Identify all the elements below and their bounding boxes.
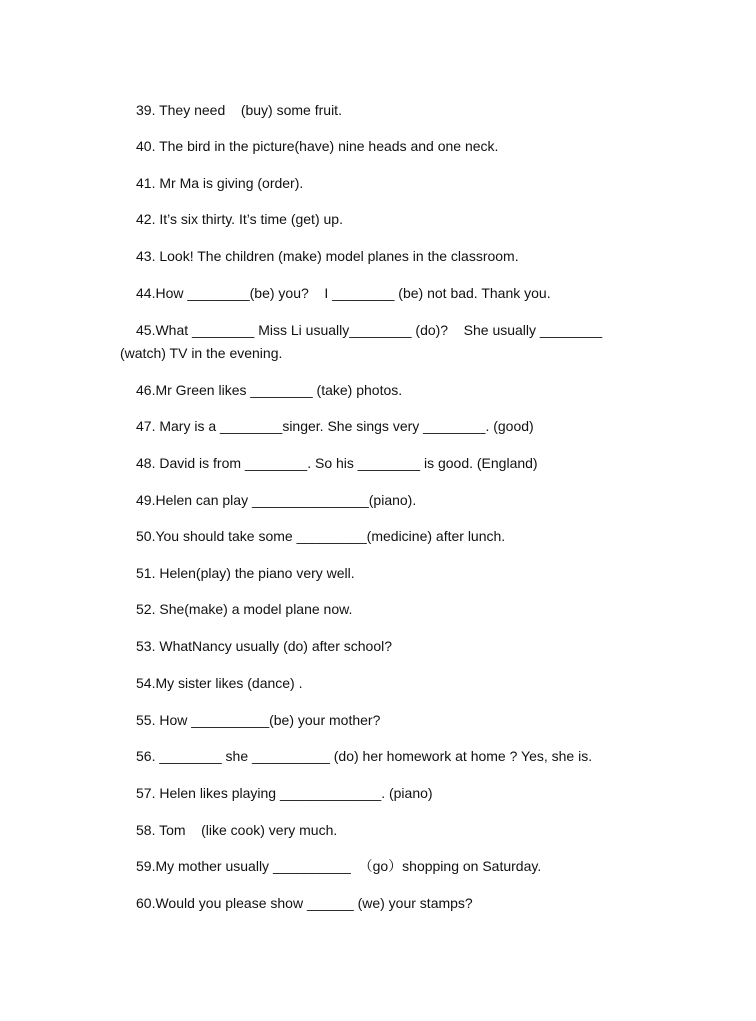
question-46: 46.Mr Green likes ________ (take) photos. <box>136 382 403 398</box>
question-53: 53. WhatNancy usually (do) after school? <box>136 638 393 654</box>
question-58: 58. Tom (like cook) very much. <box>136 822 338 838</box>
question-51: 51. Helen(play) the piano very well. <box>136 565 355 581</box>
question-56: 56. ________ she __________ (do) her homework at home ? Yes, she is. <box>136 748 593 764</box>
question-50: 50.You should take some _________(medicine) after lunch. <box>136 528 506 544</box>
question-45: 45.What ________ Miss Li usually________ (do)? She usually ________ <box>136 322 603 338</box>
question-54: 54.My sister likes (dance) . <box>136 675 303 691</box>
question-44: 44.How ________(be) you? I ________ (be) not bad. Thank you. <box>136 285 551 301</box>
question-57: 57. Helen likes playing _____________. (piano) <box>136 785 433 801</box>
question-42: 42. It’s six thirty. It’s time (get) up. <box>136 211 343 227</box>
question-49: 49.Helen can play _______________(piano). <box>136 492 417 508</box>
question-40: 40. The bird in the picture(have) nine heads and one neck. <box>136 138 499 154</box>
question-55: 55. How __________(be) your mother? <box>136 712 381 728</box>
question-43: 43. Look! The children (make) model planes in the classroom. <box>136 248 519 264</box>
question-41: 41. Mr Ma is giving (order). <box>136 175 304 191</box>
question-45-continuation: (watch) TV in the evening. <box>120 345 283 361</box>
question-59: 59.My mother usually __________ （go）shopping on Saturday. <box>136 858 542 874</box>
question-47: 47. Mary is a ________singer. She sings very ________. (good) <box>136 418 534 434</box>
question-48: 48. David is from ________. So his ________ is good. (England) <box>136 455 538 471</box>
question-52: 52. She(make) a model plane now. <box>136 601 353 617</box>
question-39: 39. They need (buy) some fruit. <box>136 102 342 118</box>
question-60: 60.Would you please show ______ (we) your stamps? <box>136 895 473 911</box>
